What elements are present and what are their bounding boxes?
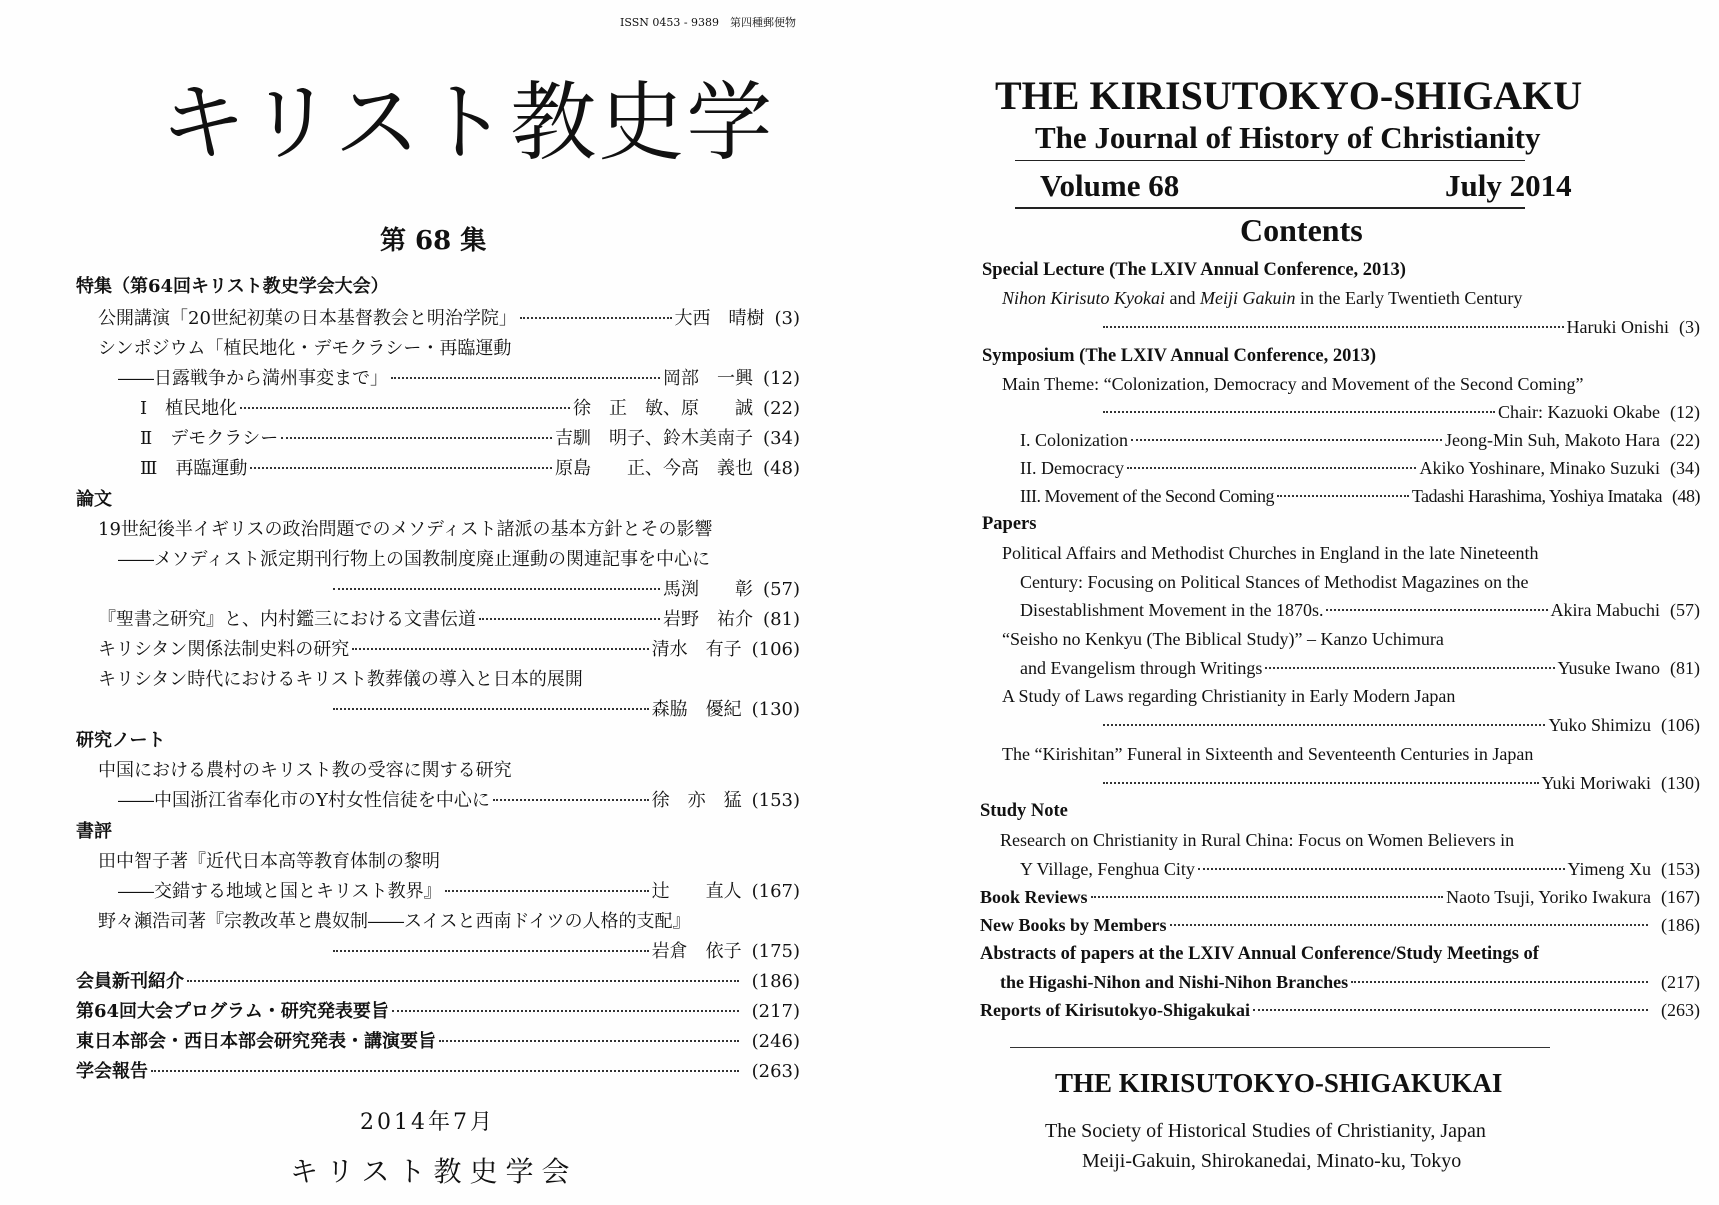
toc-title: Book Reviews (980, 887, 1088, 907)
toc-author: 徐 正 敏、原 誠 (573, 398, 754, 419)
dot-leader (439, 1040, 739, 1042)
dot-leader (392, 1010, 739, 1012)
toc-entry (118, 787, 800, 815)
toc-entry (1000, 968, 1700, 996)
toc-title: 東日本部会・西日本部会研究発表・講演要旨 (76, 1031, 436, 1052)
section-note-en: Study Note (980, 801, 1068, 821)
dot-leader (1131, 439, 1442, 441)
toc-page: (3) (1679, 317, 1700, 337)
toc-page: (12) (763, 368, 800, 389)
toc-title: Reports of Kirisutokyo-Shigakukai (980, 1000, 1251, 1020)
toc-line: ――メソディスト派定期刊行物上の国教制度廃止運動の関連記事を中心に (118, 549, 711, 570)
toc-author: Tadashi Harashima, Yoshiya Imataka (1411, 486, 1662, 506)
toc-page: (153) (751, 790, 800, 811)
toc-title: 会員新刊紹介 (76, 971, 184, 992)
toc-title: I. Colonization (1020, 430, 1128, 450)
toc-page: (3) (774, 308, 800, 329)
journal-subtitle-en: The Journal of History of Christianity (1035, 120, 1541, 155)
toc-entry (118, 365, 800, 393)
toc-author: Chair: Kazuoki Okabe (1498, 402, 1660, 422)
toc-line: A Study of Laws regarding Christianity in Early Modern Japan (1002, 686, 1456, 706)
toc-entry (330, 696, 800, 724)
toc-entry (1020, 482, 1700, 510)
dot-leader (1127, 467, 1417, 469)
toc-page: (106) (751, 639, 800, 660)
toc-line: Research on Christianity in Rural China: Focus on Women Believers in (1000, 830, 1515, 850)
toc-line: 中国における農村のキリスト教の受容に関する研究 (98, 760, 512, 781)
toc-entry (140, 425, 800, 453)
dot-leader (333, 588, 660, 590)
dot-leader (187, 980, 739, 982)
toc-author: 森脇 優紀 (651, 699, 742, 720)
section-papers-jp: 論文 (76, 489, 112, 510)
toc-page: (130) (1661, 773, 1700, 793)
toc-page: (263) (1661, 1000, 1700, 1020)
toc-title: ――日露戦争から満州事変まで」 (118, 368, 388, 389)
toc-page: (22) (1670, 430, 1700, 450)
publisher-jp: キリスト教史学会 (290, 1155, 578, 1188)
toc-line: “Seisho no Kenkyu (The Biblical Study)” – Kanzo Uchimura (1002, 629, 1444, 649)
dot-leader (493, 799, 649, 801)
toc-page: (217) (1661, 972, 1700, 992)
toc-title: Ⅰ 植民地化 (140, 398, 238, 419)
dot-leader (1326, 609, 1547, 611)
toc-title: Ⅱ デモクラシー (140, 428, 279, 449)
toc-author: 大西 晴樹 (674, 308, 765, 329)
toc-entry (1020, 454, 1700, 482)
toc-page: (81) (763, 609, 800, 630)
dot-leader (1277, 495, 1409, 497)
dot-leader (1103, 411, 1495, 413)
toc-entry (1100, 398, 1700, 426)
toc-entry (980, 883, 1700, 911)
toc-entry (98, 606, 800, 634)
issn-line: ISSN 0453 - 9389 第四種郵便物 (620, 16, 797, 29)
toc-author: 辻 直人 (651, 881, 742, 902)
toc-entry (76, 1028, 800, 1056)
toc-line: Main Theme: “Colonization, Democracy and Movement of the Second Coming” (1002, 374, 1584, 394)
toc-author: Naoto Tsuji, Yoriko Iwakura (1446, 887, 1651, 907)
dot-leader (1103, 724, 1545, 726)
toc-author: 岩野 祐介 (663, 609, 754, 630)
toc-page: (186) (1661, 915, 1700, 935)
toc-author: Akira Mabuchi (1550, 600, 1660, 620)
toc-page: (153) (1661, 859, 1700, 879)
dot-leader (352, 648, 648, 650)
society-address: Meiji-Gakuin, Shirokanedai, Minato-ku, Tokyo (1082, 1150, 1462, 1172)
toc-entry (1020, 654, 1700, 682)
dot-leader (1351, 981, 1648, 983)
toc-line: シンポジウム「植民地化・デモクラシー・再臨運動 (98, 338, 512, 359)
toc-entry (1100, 711, 1700, 739)
issue-date-en: July 2014 (1445, 168, 1572, 203)
volume-jp: 第 68 集 (380, 226, 487, 256)
toc-title: New Books by Members (980, 915, 1167, 935)
toc-page: (34) (763, 428, 800, 449)
section-symposium-en: Symposium (The LXIV Annual Conference, 2013) (982, 346, 1377, 366)
toc-page: (246) (751, 1031, 800, 1052)
toc-page: (57) (1670, 600, 1700, 620)
toc-line: The “Kirishitan” Funeral in Sixteenth and Seventeenth Centuries in Japan (1002, 744, 1534, 764)
toc-author: Yuko Shimizu (1548, 715, 1651, 735)
toc-entry (1020, 426, 1700, 454)
volume-en: Volume 68 (1040, 168, 1180, 203)
toc-page: (34) (1670, 458, 1700, 478)
toc-author: 原島 正、今高 義也 (555, 458, 754, 479)
toc-line: Century: Focusing on Political Stances of Methodist Magazines on the (1020, 572, 1529, 592)
toc-page: (217) (751, 1001, 800, 1022)
dot-leader (520, 317, 672, 319)
dot-leader (1265, 667, 1554, 669)
toc-line: Nihon Kirisuto Kyokai and Meiji Gakuin in the Early Twentieth Century (1002, 288, 1523, 308)
toc-title: Disestablishment Movement in the 1870s. (1020, 600, 1324, 620)
toc-title: 学会報告 (76, 1061, 148, 1082)
dot-leader (1253, 1009, 1648, 1011)
toc-line: キリシタン時代におけるキリスト教葬儀の導入と日本的展開 (98, 669, 583, 690)
divider (1015, 160, 1525, 161)
toc-title: Ⅲ 再臨運動 (140, 458, 248, 479)
toc-entry (98, 305, 800, 333)
toc-page: (48) (1672, 486, 1700, 506)
dot-leader (240, 407, 570, 409)
toc-title: 『聖書之研究』と、内村鑑三における文書伝道 (98, 609, 476, 630)
english-cover (860, 0, 1719, 1205)
toc-entry (118, 878, 800, 906)
toc-author: 吉馴 明子、鈴木美南子 (555, 428, 754, 449)
toc-page: (106) (1661, 715, 1700, 735)
toc-page: (167) (1661, 887, 1700, 907)
toc-entry (330, 938, 800, 966)
divider (1010, 1047, 1550, 1048)
toc-page: (130) (751, 699, 800, 720)
issue-date-jp: 2014年7月 (360, 1110, 495, 1135)
toc-page: (48) (763, 458, 800, 479)
toc-author: 岡部 一興 (663, 368, 754, 389)
toc-page: (12) (1670, 402, 1700, 422)
toc-entry (1100, 313, 1700, 341)
toc-page: (186) (751, 971, 800, 992)
toc-title: 第64回大会プログラム・研究発表要旨 (76, 1001, 389, 1022)
toc-line: 野々瀬浩司著『宗教改革と農奴制――スイスと西南ドイツの人格的支配』 (98, 911, 691, 932)
section-reviews-jp: 書評 (76, 821, 112, 842)
toc-author: 馬渕 彰 (663, 579, 754, 600)
toc-line: 田中智子著『近代日本高等教育体制の黎明 (98, 851, 440, 872)
toc-title: and Evangelism through Writings (1020, 658, 1263, 678)
section-special-jp: 特集（第64回キリスト教史学会大会） (76, 276, 389, 297)
dot-leader (479, 618, 660, 620)
toc-page: (57) (763, 579, 800, 600)
toc-title: ――中国浙江省奉化市のY村女性信徒を中心に (118, 790, 490, 811)
toc-author: Yuki Moriwaki (1541, 773, 1651, 793)
section-special-en: Special Lecture (The LXIV Annual Conference, 2013) (982, 260, 1406, 280)
toc-author: 清水 有子 (651, 639, 742, 660)
toc-entry (1020, 596, 1700, 624)
toc-page: (175) (751, 941, 800, 962)
journal-title-en: THE KIRISUTOKYO-SHIGAKU (995, 73, 1583, 118)
toc-entry (140, 395, 800, 423)
toc-title: 公開講演「20世紀初葉の日本基督教会と明治学院」 (98, 308, 517, 329)
dot-leader (445, 890, 649, 892)
toc-author: 岩倉 依子 (651, 941, 742, 962)
toc-title: キリシタン関係法制史料の研究 (98, 639, 350, 660)
toc-title: II. Democracy (1020, 458, 1124, 478)
journal-title-jp: キリスト教史学 (160, 73, 775, 173)
toc-entry (980, 911, 1700, 939)
toc-author: Akiko Yoshinare, Minako Suzuki (1419, 458, 1660, 478)
dot-leader (1103, 782, 1539, 784)
toc-entry (980, 996, 1700, 1024)
toc-line: Abstracts of papers at the LXIV Annual Conference/Study Meetings of (980, 944, 1539, 964)
dot-leader (1103, 326, 1564, 328)
toc-page: (263) (751, 1061, 800, 1082)
toc-title: Y Village, Fenghua City (1020, 859, 1195, 879)
toc-entry (76, 968, 800, 996)
toc-author: Haruki Onishi (1566, 317, 1669, 337)
toc-author: 徐 亦 猛 (651, 790, 742, 811)
society-description: The Society of Historical Studies of Christianity, Japan (1045, 1120, 1486, 1142)
toc-title: ――交錯する地域と国とキリスト教界』 (118, 881, 442, 902)
toc-line: 19世紀後半イギリスの政治問題でのメソディスト諸派の基本方針とその影響 (98, 519, 713, 540)
toc-title: III. Movement of the Second Coming (1020, 486, 1274, 506)
toc-page: (22) (763, 398, 800, 419)
toc-entry (330, 576, 800, 604)
dot-leader (333, 708, 649, 710)
dot-leader (1170, 924, 1649, 926)
toc-entry (76, 998, 800, 1026)
dot-leader (1091, 896, 1444, 898)
toc-page: (81) (1670, 658, 1700, 678)
toc-author: Jeong-Min Suh, Makoto Hara (1445, 430, 1660, 450)
toc-entry (98, 636, 800, 664)
dot-leader (1198, 868, 1565, 870)
toc-entry (140, 455, 800, 483)
toc-entry (1100, 769, 1700, 797)
toc-page: (167) (751, 881, 800, 902)
dot-leader (333, 950, 649, 952)
toc-title: the Higashi-Nihon and Nishi-Nihon Branches (1000, 972, 1349, 992)
section-note-jp: 研究ノート (76, 730, 166, 751)
divider (1015, 207, 1525, 209)
section-papers-en: Papers (982, 514, 1037, 534)
italic-title: Nihon Kirisuto Kyokai (1002, 288, 1166, 308)
contents-heading: Contents (1240, 212, 1363, 248)
toc-line: Political Affairs and Methodist Churches in England in the late Nineteenth (1002, 543, 1539, 563)
dot-leader (281, 437, 552, 439)
dot-leader (391, 377, 660, 379)
italic-title: Meiji Gakuin (1200, 288, 1296, 308)
dot-leader (250, 467, 552, 469)
toc-entry (76, 1058, 800, 1086)
toc-entry (1020, 855, 1700, 883)
dot-leader (151, 1070, 739, 1072)
society-name: THE KIRISUTOKYO-SHIGAKUKAI (1055, 1068, 1503, 1098)
toc-author: Yusuke Iwano (1557, 658, 1660, 678)
toc-author: Yimeng Xu (1567, 859, 1651, 879)
